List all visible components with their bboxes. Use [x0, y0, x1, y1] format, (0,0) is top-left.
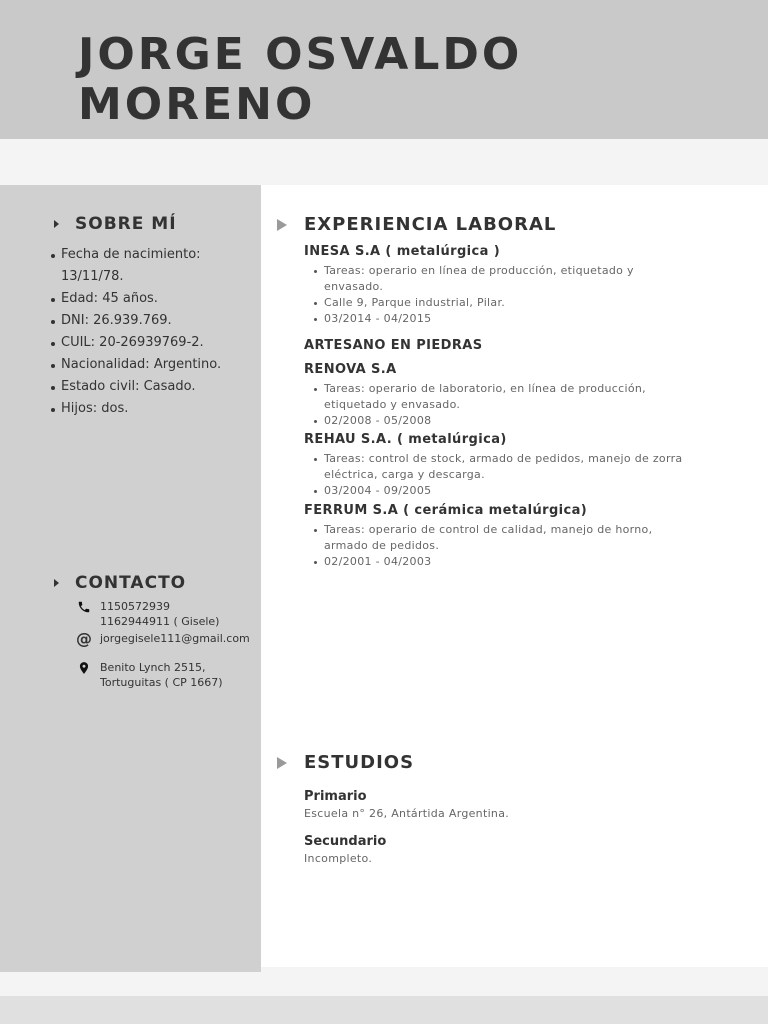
job-details	[304, 522, 694, 570]
about-list	[50, 244, 250, 420]
job-entry	[304, 361, 694, 429]
about-item: Edad: 45 años.	[50, 288, 250, 310]
header-banner	[0, 0, 768, 139]
main-content	[261, 185, 768, 967]
studies-heading	[277, 752, 414, 773]
job-detail: Tareas: operario de control de calidad, manejo de horno, armado de pedidos.	[304, 522, 694, 554]
contact-heading	[52, 573, 186, 593]
phone-number[interactable]: 1150572939	[100, 600, 170, 613]
job-title: ARTESANO EN PIEDRAS	[304, 338, 483, 353]
study-entry	[304, 833, 704, 867]
job-detail: Calle 9, Parque industrial, Pilar.	[304, 295, 694, 311]
job-detail: 03/2004 - 09/2005	[304, 483, 694, 499]
about-item: Estado civil: Casado.	[50, 376, 250, 398]
study-description: Escuela n° 26, Antártida Argentina.	[304, 807, 510, 820]
job-entry	[304, 337, 694, 355]
location-pin-icon	[76, 660, 92, 676]
contact-email	[76, 631, 250, 647]
studies-heading-label: ESTUDIOS	[304, 752, 415, 773]
study-title: Secundario	[304, 834, 387, 849]
phone-icon	[76, 599, 92, 615]
footer-band	[0, 996, 768, 1024]
job-details	[304, 263, 694, 327]
job-detail: Tareas: operario en línea de producción, etiquetado y envasado.	[304, 263, 694, 295]
about-item: Nacionalidad: Argentino.	[50, 354, 250, 376]
job-detail: Tareas: operario de laboratorio, en línea de producción, etiquetado y envasado.	[304, 381, 694, 413]
triangle-bullet-icon	[277, 219, 287, 231]
job-detail: 03/2014 - 04/2015	[304, 311, 694, 327]
address-line: Benito Lynch 2515,	[100, 661, 206, 674]
job-title: REHAU S.A. ( metalúrgica)	[304, 432, 507, 447]
job-entry	[304, 502, 694, 570]
job-title: INESA S.A ( metalúrgica )	[304, 244, 501, 259]
email-link[interactable]: jorgegisele111@gmail.com	[100, 632, 250, 645]
job-detail: Tareas: control de stock, armado de pedidos, manejo de zorra eléctrica, carga y descarga.	[304, 451, 694, 483]
bullet-arrow-icon	[54, 220, 59, 228]
job-detail: 02/2001 - 04/2003	[304, 554, 694, 570]
job-title: RENOVA S.A	[304, 362, 397, 377]
bullet-arrow-icon	[54, 579, 59, 587]
contact-heading-label: CONTACTO	[75, 573, 187, 593]
experience-heading	[277, 214, 556, 235]
job-entry	[304, 243, 694, 327]
contact-phone	[76, 599, 219, 629]
study-entry	[304, 788, 704, 822]
about-heading-label: SOBRE MÍ	[75, 214, 177, 234]
about-item: Hijos: dos.	[50, 398, 250, 420]
about-item: Fecha de nacimiento: 13/11/78.	[50, 244, 250, 288]
contact-address	[76, 660, 223, 690]
address-line: Tortuguitas ( CP 1667)	[100, 676, 223, 689]
name-line-1: JORGE OSVALDO	[78, 29, 523, 80]
full-name	[78, 30, 522, 130]
job-detail: 02/2008 - 05/2008	[304, 413, 694, 429]
name-line-2: MORENO	[78, 79, 316, 130]
job-details	[304, 381, 694, 429]
phone-number[interactable]: 1162944911 ( Gisele)	[100, 615, 220, 628]
job-title: FERRUM S.A ( cerámica metalúrgica)	[304, 503, 588, 518]
experience-heading-label: EXPERIENCIA LABORAL	[304, 214, 557, 235]
about-item: CUIL: 20-26939769-2.	[50, 332, 250, 354]
about-item: DNI: 26.939.769.	[50, 310, 250, 332]
study-title: Primario	[304, 789, 367, 804]
triangle-bullet-icon	[277, 757, 287, 769]
sidebar	[0, 185, 261, 972]
study-description: Incompleto.	[304, 852, 373, 865]
job-details	[304, 451, 694, 499]
about-heading	[52, 214, 177, 234]
at-icon: @	[76, 629, 92, 648]
job-entry	[304, 431, 694, 499]
